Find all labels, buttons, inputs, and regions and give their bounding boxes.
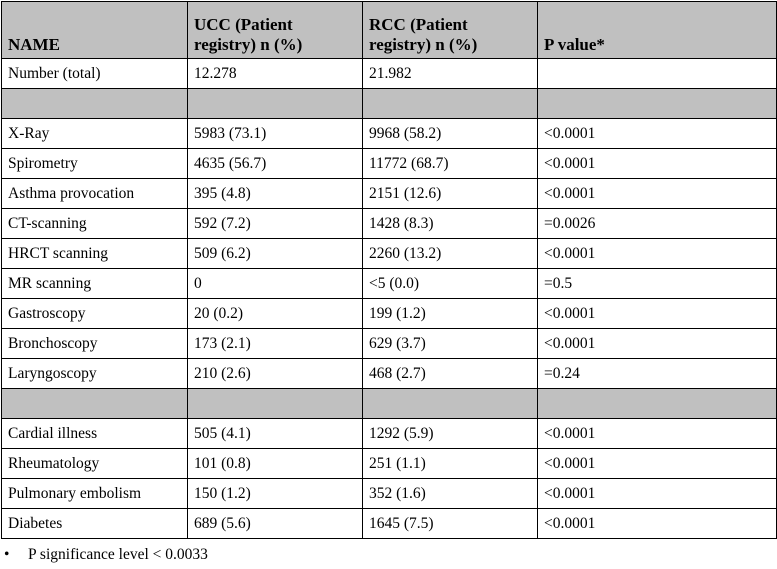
header-name-line-1: NAME — [8, 35, 60, 54]
rcc-cell: <5 (0.0) — [363, 269, 538, 299]
name-cell: Bronchoscopy — [2, 329, 188, 359]
p-value-cell: <0.0001 — [538, 449, 777, 479]
table-row — [2, 149, 777, 179]
p-value-cell: <0.0001 — [538, 149, 777, 179]
results-table — [1, 1, 777, 539]
header-ucc-line-2: registry) n (%) — [194, 35, 303, 54]
p-value-cell: =0.5 — [538, 269, 777, 299]
table-row — [2, 329, 777, 359]
header-rcc-line-1: RCC (Patient — [369, 15, 468, 34]
ucc-cell: 210 (2.6) — [188, 359, 363, 389]
ucc-cell: 395 (4.8) — [188, 179, 363, 209]
header-row — [2, 2, 777, 59]
header-rcc-line-2: registry) n (%) — [369, 35, 478, 54]
rcc-cell: 2260 (13.2) — [363, 239, 538, 269]
rcc-cell: 629 (3.7) — [363, 329, 538, 359]
name-cell: MR scanning — [2, 269, 188, 299]
ucc-cell — [188, 89, 363, 119]
ucc-cell: 5983 (73.1) — [188, 119, 363, 149]
p-value-cell: <0.0001 — [538, 479, 777, 509]
bullet-icon: • — [4, 546, 10, 563]
rcc-cell: 11772 (68.7) — [363, 149, 538, 179]
table-row — [2, 209, 777, 239]
header-p-value-line-1: P value* — [544, 35, 605, 54]
name-cell: Cardial illness — [2, 419, 188, 449]
ucc-cell: 689 (5.6) — [188, 509, 363, 539]
table-body — [2, 59, 777, 539]
table-row — [2, 449, 777, 479]
table-row — [2, 59, 777, 89]
name-cell: Asthma provocation — [2, 179, 188, 209]
name-cell: Rheumatology — [2, 449, 188, 479]
footnote-text: P significance level < 0.0033 — [28, 546, 208, 563]
ucc-cell: 150 (1.2) — [188, 479, 363, 509]
header-ucc — [188, 2, 363, 59]
name-cell: Spirometry — [2, 149, 188, 179]
name-cell: CT-scanning — [2, 209, 188, 239]
p-value-cell: <0.0001 — [538, 299, 777, 329]
table-row — [2, 479, 777, 509]
rcc-cell: 21.982 — [363, 59, 538, 89]
p-value-cell: <0.0001 — [538, 239, 777, 269]
ucc-cell: 4635 (56.7) — [188, 149, 363, 179]
p-value-cell: <0.0001 — [538, 509, 777, 539]
p-value-cell: =0.24 — [538, 359, 777, 389]
ucc-cell: 173 (2.1) — [188, 329, 363, 359]
table-row — [2, 419, 777, 449]
rcc-cell: 1428 (8.3) — [363, 209, 538, 239]
table-row — [2, 359, 777, 389]
p-value-cell: =0.0026 — [538, 209, 777, 239]
ucc-cell: 12.278 — [188, 59, 363, 89]
separator-row — [2, 89, 777, 119]
header-ucc-line-1: UCC (Patient — [194, 15, 293, 34]
rcc-cell: 251 (1.1) — [363, 449, 538, 479]
name-cell: Pulmonary embolism — [2, 479, 188, 509]
p-value-cell — [538, 389, 777, 419]
p-value-cell: <0.0001 — [538, 119, 777, 149]
table-row — [2, 299, 777, 329]
ucc-cell: 592 (7.2) — [188, 209, 363, 239]
table-row — [2, 509, 777, 539]
header-name — [2, 2, 188, 59]
table-row — [2, 179, 777, 209]
name-cell: HRCT scanning — [2, 239, 188, 269]
name-cell — [2, 89, 188, 119]
name-cell: Gastroscopy — [2, 299, 188, 329]
rcc-cell: 9968 (58.2) — [363, 119, 538, 149]
rcc-cell: 1292 (5.9) — [363, 419, 538, 449]
rcc-cell: 199 (1.2) — [363, 299, 538, 329]
p-value-cell — [538, 59, 777, 89]
rcc-cell: 468 (2.7) — [363, 359, 538, 389]
p-value-cell: <0.0001 — [538, 329, 777, 359]
header-rcc — [363, 2, 538, 59]
p-value-cell — [538, 89, 777, 119]
name-cell: X-Ray — [2, 119, 188, 149]
rcc-cell: 352 (1.6) — [363, 479, 538, 509]
name-cell: Number (total) — [2, 59, 188, 89]
rcc-cell: 2151 (12.6) — [363, 179, 538, 209]
ucc-cell: 505 (4.1) — [188, 419, 363, 449]
separator-row — [2, 389, 777, 419]
ucc-cell: 101 (0.8) — [188, 449, 363, 479]
ucc-cell: 0 — [188, 269, 363, 299]
header-p-value — [538, 2, 777, 59]
table-row — [2, 239, 777, 269]
p-value-cell: <0.0001 — [538, 179, 777, 209]
table-row — [2, 269, 777, 299]
ucc-cell: 20 (0.2) — [188, 299, 363, 329]
name-cell: Diabetes — [2, 509, 188, 539]
rcc-cell: 1645 (7.5) — [363, 509, 538, 539]
name-cell — [2, 389, 188, 419]
rcc-cell — [363, 389, 538, 419]
ucc-cell — [188, 389, 363, 419]
footnote — [4, 545, 208, 565]
table-row — [2, 119, 777, 149]
ucc-cell: 509 (6.2) — [188, 239, 363, 269]
rcc-cell — [363, 89, 538, 119]
p-value-cell: <0.0001 — [538, 419, 777, 449]
name-cell: Laryngoscopy — [2, 359, 188, 389]
